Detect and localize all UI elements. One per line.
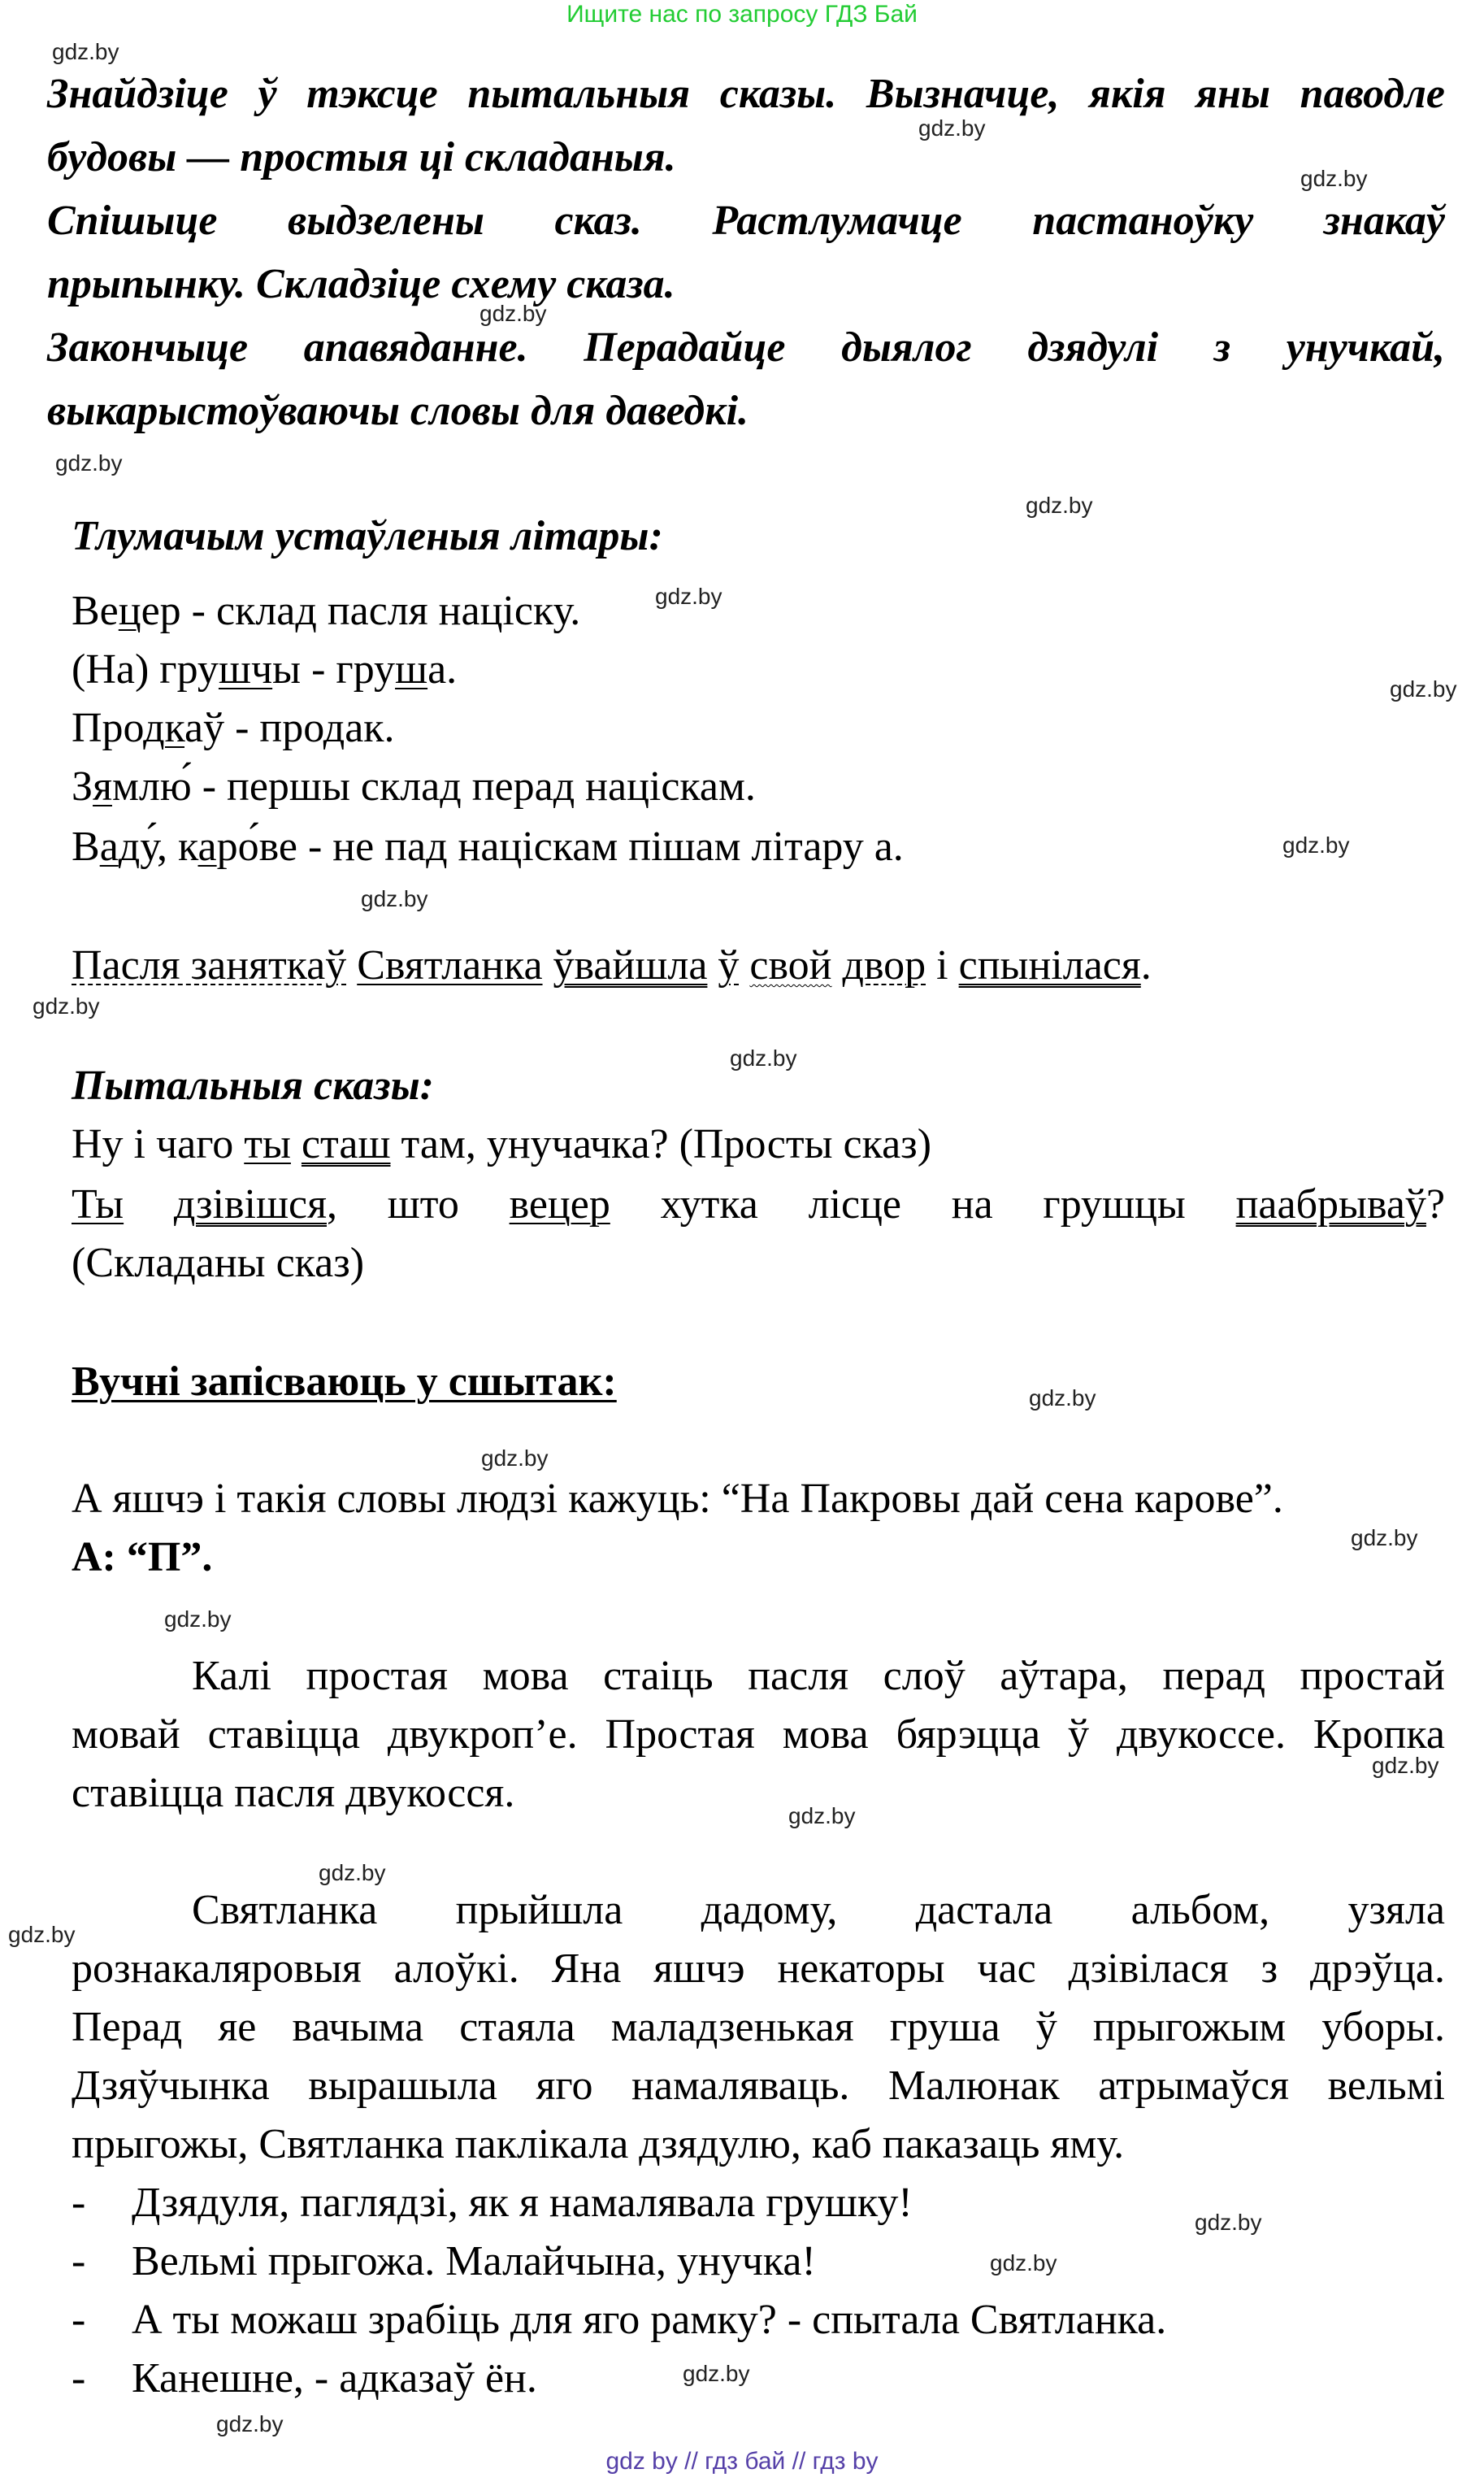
story-line-5: прыгожы, Святланка паклікала дзядулю, каб паказаць яму. — [72, 2121, 1125, 2167]
watermark: gdz.by — [481, 1445, 549, 1471]
letters-line-4: Зямлю́ - першы склад перад націскам. — [72, 763, 756, 810]
top-banner: Ищите нас по запросу ГДЗ Бай — [566, 1, 918, 28]
watermark: gdz.by — [1195, 2210, 1262, 2235]
task-line-6: выкарыстоўваючы словы для даведкі. — [47, 388, 749, 434]
dialog-line-4: - Канешне, - адказаў ён. — [72, 2355, 537, 2402]
watermark: gdz.by — [1300, 166, 1368, 191]
letters-line-3: Продкаў - продак. — [72, 705, 395, 751]
watermark: gdz.by — [918, 115, 986, 141]
watermark: gdz.by — [8, 1922, 76, 1947]
task-line-1: Знайдзіце ў тэксце пытальныя сказы. Вызначце, якія яны паводле — [47, 71, 1445, 117]
letters-line-1: Вецер - склад пасля націску. — [72, 588, 581, 634]
watermark: gdz.by — [361, 886, 428, 911]
task-line-4: прыпынку. Складзіце схему сказа. — [47, 261, 675, 307]
watermark: gdz.by — [1029, 1385, 1096, 1411]
letters-line-5: Ваду́, каро́ве - не пад націскам пішам літару а. — [72, 824, 904, 870]
dialog-line-2: - Вельмі прыгожа. Малайчына, унучка! — [72, 2238, 816, 2284]
question-2-end: (Складаны сказ) — [72, 1240, 365, 1286]
rule-line-1: Калі простая мова стаіць пасля слоў аўтара, перад простай — [192, 1653, 1445, 1699]
rule-line-3: ставіцца пасля двукосся. — [72, 1770, 515, 1816]
watermark: gdz.by — [319, 1860, 386, 1885]
question-1: Ну і чаго ты сташ там, унучачка? (Просты сказ) — [72, 1121, 932, 1167]
dialog-line-3: - А ты можаш зрабіць для яго рамку? - спытала Святланка. — [72, 2297, 1167, 2343]
bottom-banner: gdz by // гдз бай // гдз by — [605, 2448, 879, 2475]
letters-heading: Тлумачым устаўленыя літары: — [72, 513, 663, 559]
notebook-heading: Вучні запісваюць у сшытак: — [72, 1358, 617, 1405]
watermark: gdz.by — [683, 2361, 750, 2386]
watermark: gdz.by — [1372, 1753, 1439, 1778]
watermark: gdz.by — [1351, 1525, 1418, 1550]
task-line-2: будовы — простыя ці складаныя. — [47, 134, 676, 180]
watermark: gdz.by — [730, 1045, 797, 1071]
quote-scheme: А: “П”. — [72, 1534, 213, 1580]
story-line-1: Святланка прыйшла дадому, дастала альбом, узяла — [192, 1887, 1445, 1933]
question-2: Ты дзівішся, што вецер хутка лісце на грушцы паабрываў? — [72, 1181, 1446, 1228]
story-line-2: рознакаляровыя алоўкі. Яна яшчэ некаторы час дзівілася з дрэўца. — [72, 1945, 1445, 1992]
watermark: gdz.by — [1282, 832, 1350, 858]
watermark: gdz.by — [479, 301, 547, 326]
watermark: gdz.by — [55, 450, 123, 476]
story-line-4: Дзяўчынка вырашыла яго намаляваць. Малюнак атрымаўся вельмі — [72, 2063, 1445, 2109]
task-line-5: Закончыце апавяданне. Перадайце дыялог дзядулі з унучкай, — [47, 324, 1445, 371]
dialog-line-1: - Дзядуля, паглядзі, як я намалявала грушку! — [72, 2180, 913, 2226]
task-line-3: Спішыце выдзелены сказ. Растлумачце пастаноўку знакаў — [47, 198, 1445, 244]
watermark: gdz.by — [216, 2411, 284, 2436]
story-line-3: Перад яе вачыма стаяла маладзенькая груша ў прыгожым уборы. — [72, 2004, 1445, 2050]
watermark: gdz.by — [1026, 493, 1093, 518]
watermark: gdz.by — [1390, 676, 1457, 702]
questions-heading: Пытальныя сказы: — [72, 1063, 434, 1109]
watermark: gdz.by — [164, 1606, 232, 1632]
rule-line-2: мовай ставіцца двукроп’е. Простая мова бярэцца ў двукоссе. Кропка — [72, 1711, 1445, 1758]
watermark: gdz.by — [33, 993, 100, 1019]
watermark: gdz.by — [990, 2250, 1057, 2276]
quote-line: А яшчэ і такія словы людзі кажуць: “На Пакровы дай сена карове”. — [72, 1476, 1283, 1522]
letters-line-2: (На) грушчы - груша. — [72, 646, 458, 693]
parsed-sentence: Пасля заняткаў Святланка ўвайшла ў свой двор і спынілася. — [72, 942, 1152, 989]
watermark: gdz.by — [788, 1803, 856, 1828]
watermark: gdz.by — [52, 39, 119, 64]
watermark: gdz.by — [655, 584, 722, 609]
